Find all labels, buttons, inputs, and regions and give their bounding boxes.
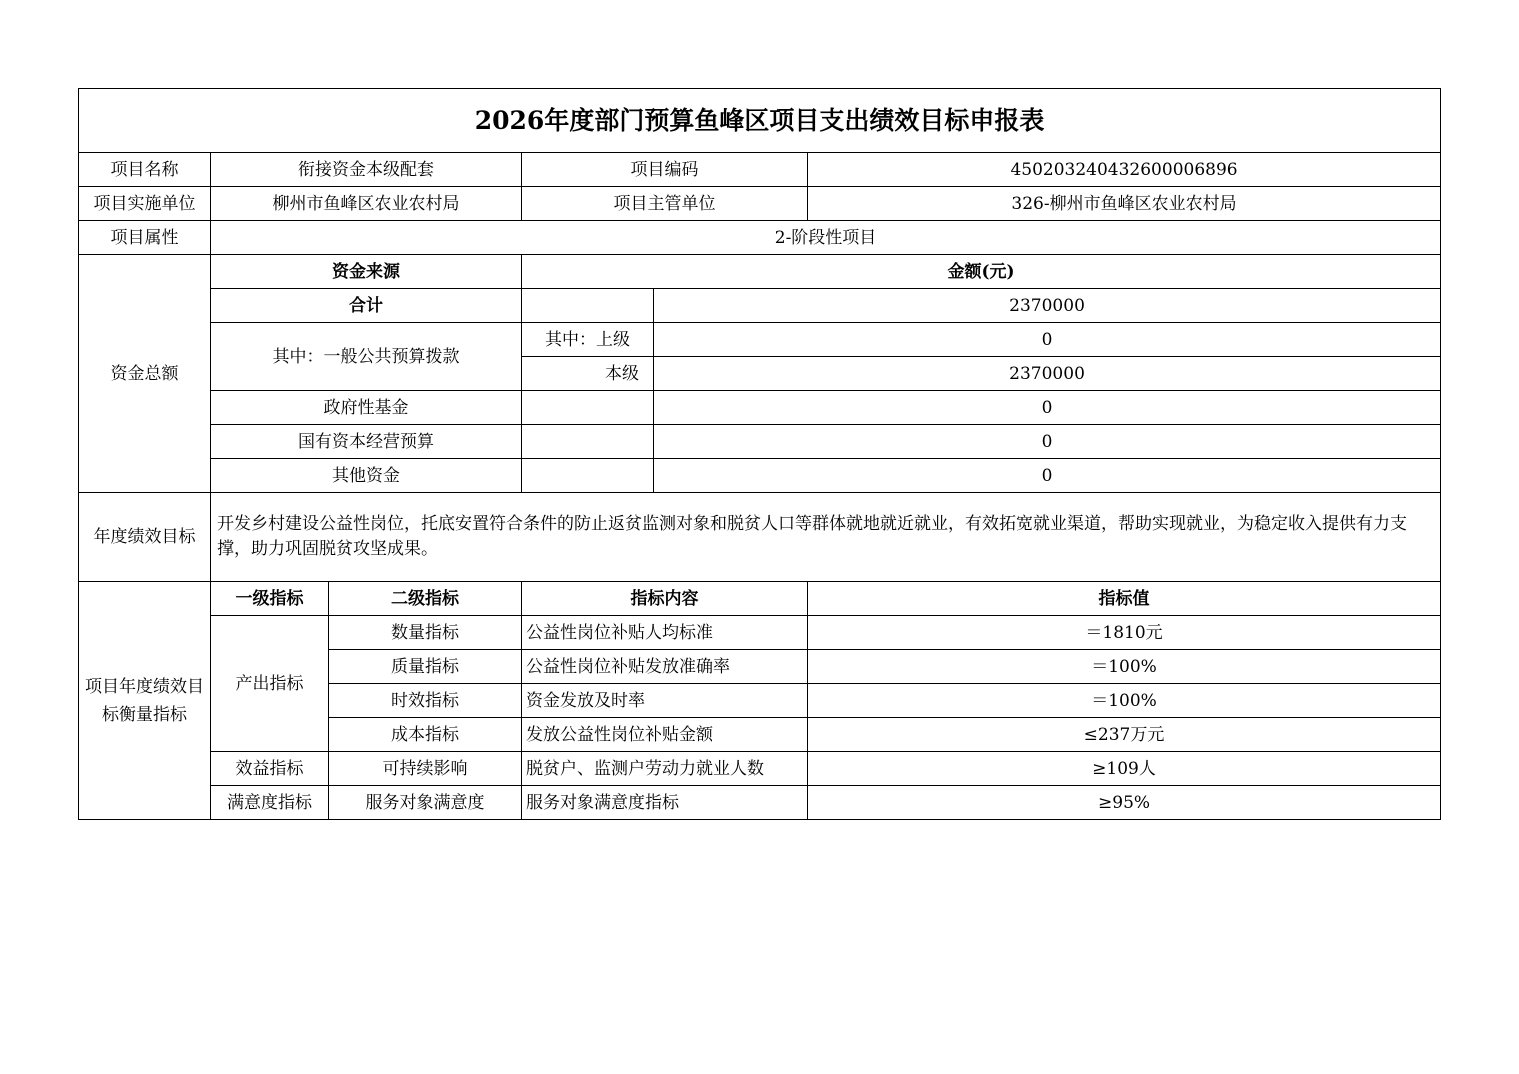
funds-gov-fund-value: 0 [654, 391, 1441, 425]
table-row [79, 786, 1441, 820]
funds-gov-fund-label: 政府性基金 [211, 391, 522, 425]
project-name-value: 衔接资金本级配套 [211, 153, 522, 187]
funds-other-value: 0 [654, 459, 1441, 493]
indicator-level2: 可持续影响 [329, 752, 522, 786]
project-attr-label: 项目属性 [79, 221, 211, 255]
indicator-level2: 数量指标 [329, 616, 522, 650]
indicator-header-level1: 一级指标 [211, 582, 329, 616]
indicator-header-level2: 二级指标 [329, 582, 522, 616]
indicator-value: ＝100% [808, 650, 1441, 684]
indicator-level2: 服务对象满意度 [329, 786, 522, 820]
indicator-level2: 时效指标 [329, 684, 522, 718]
empty-cell [522, 289, 654, 323]
indicator-content: 公益性岗位补贴发放准确率 [522, 650, 808, 684]
indicator-value: ≤237万元 [808, 718, 1441, 752]
goal-label: 年度绩效目标 [79, 493, 211, 582]
performance-target-form [78, 88, 1441, 820]
indicator-header-content: 指标内容 [522, 582, 808, 616]
indicator-header-value: 指标值 [808, 582, 1441, 616]
empty-cell [522, 391, 654, 425]
indicator-content: 服务对象满意度指标 [522, 786, 808, 820]
funds-source-header: 资金来源 [211, 255, 522, 289]
funds-amount-header: 金额(元) [522, 255, 1441, 289]
empty-cell [522, 459, 654, 493]
funds-upper-value: 0 [654, 323, 1441, 357]
indicators-section-label: 项目年度绩效目标衡量指标 [79, 582, 211, 820]
funds-total-value: 2370000 [654, 289, 1441, 323]
indicator-content: 资金发放及时率 [522, 684, 808, 718]
indicator-value: ＝1810元 [808, 616, 1441, 650]
project-code-label: 项目编码 [522, 153, 808, 187]
impl-unit-value: 柳州市鱼峰区农业农村局 [211, 187, 522, 221]
funds-state-capital-value: 0 [654, 425, 1441, 459]
indicator-value: ≥109人 [808, 752, 1441, 786]
indicator-level2: 质量指标 [329, 650, 522, 684]
empty-cell [522, 425, 654, 459]
project-attr-value: 2-阶段性项目 [211, 221, 1441, 255]
indicator-level2: 成本指标 [329, 718, 522, 752]
table-row [79, 616, 1441, 650]
funds-other-label: 其他资金 [211, 459, 522, 493]
project-code-value: 450203240432600006896 [808, 153, 1441, 187]
indicator-content: 发放公益性岗位补贴金额 [522, 718, 808, 752]
funds-local-label: 本级 [522, 357, 654, 391]
indicator-level1: 效益指标 [211, 752, 329, 786]
funds-local-value: 2370000 [654, 357, 1441, 391]
indicator-value: ≥95% [808, 786, 1441, 820]
indicator-value: ＝100% [808, 684, 1441, 718]
form-title: 2026年度部门预算鱼峰区项目支出绩效目标申报表 [79, 89, 1441, 153]
table-row [79, 752, 1441, 786]
impl-unit-label: 项目实施单位 [79, 187, 211, 221]
funds-upper-label: 其中：上级 [522, 323, 654, 357]
funds-general-label: 其中：一般公共预算拨款 [211, 323, 522, 391]
indicator-level1: 产出指标 [211, 616, 329, 752]
admin-unit-value: 326-柳州市鱼峰区农业农村局 [808, 187, 1441, 221]
indicator-level1: 满意度指标 [211, 786, 329, 820]
project-name-label: 项目名称 [79, 153, 211, 187]
funds-total-label: 合计 [211, 289, 522, 323]
indicator-content: 公益性岗位补贴人均标准 [522, 616, 808, 650]
funds-section-label: 资金总额 [79, 255, 211, 493]
indicator-content: 脱贫户、监测户劳动力就业人数 [522, 752, 808, 786]
goal-text: 开发乡村建设公益性岗位，托底安置符合条件的防止返贫监测对象和脱贫人口等群体就地就近就业，有效拓宽就业渠道，帮助实现就业，为稳定收入提供有力支撑，助力巩固脱贫攻坚成果。 [211, 493, 1441, 582]
admin-unit-label: 项目主管单位 [522, 187, 808, 221]
funds-state-capital-label: 国有资本经营预算 [211, 425, 522, 459]
